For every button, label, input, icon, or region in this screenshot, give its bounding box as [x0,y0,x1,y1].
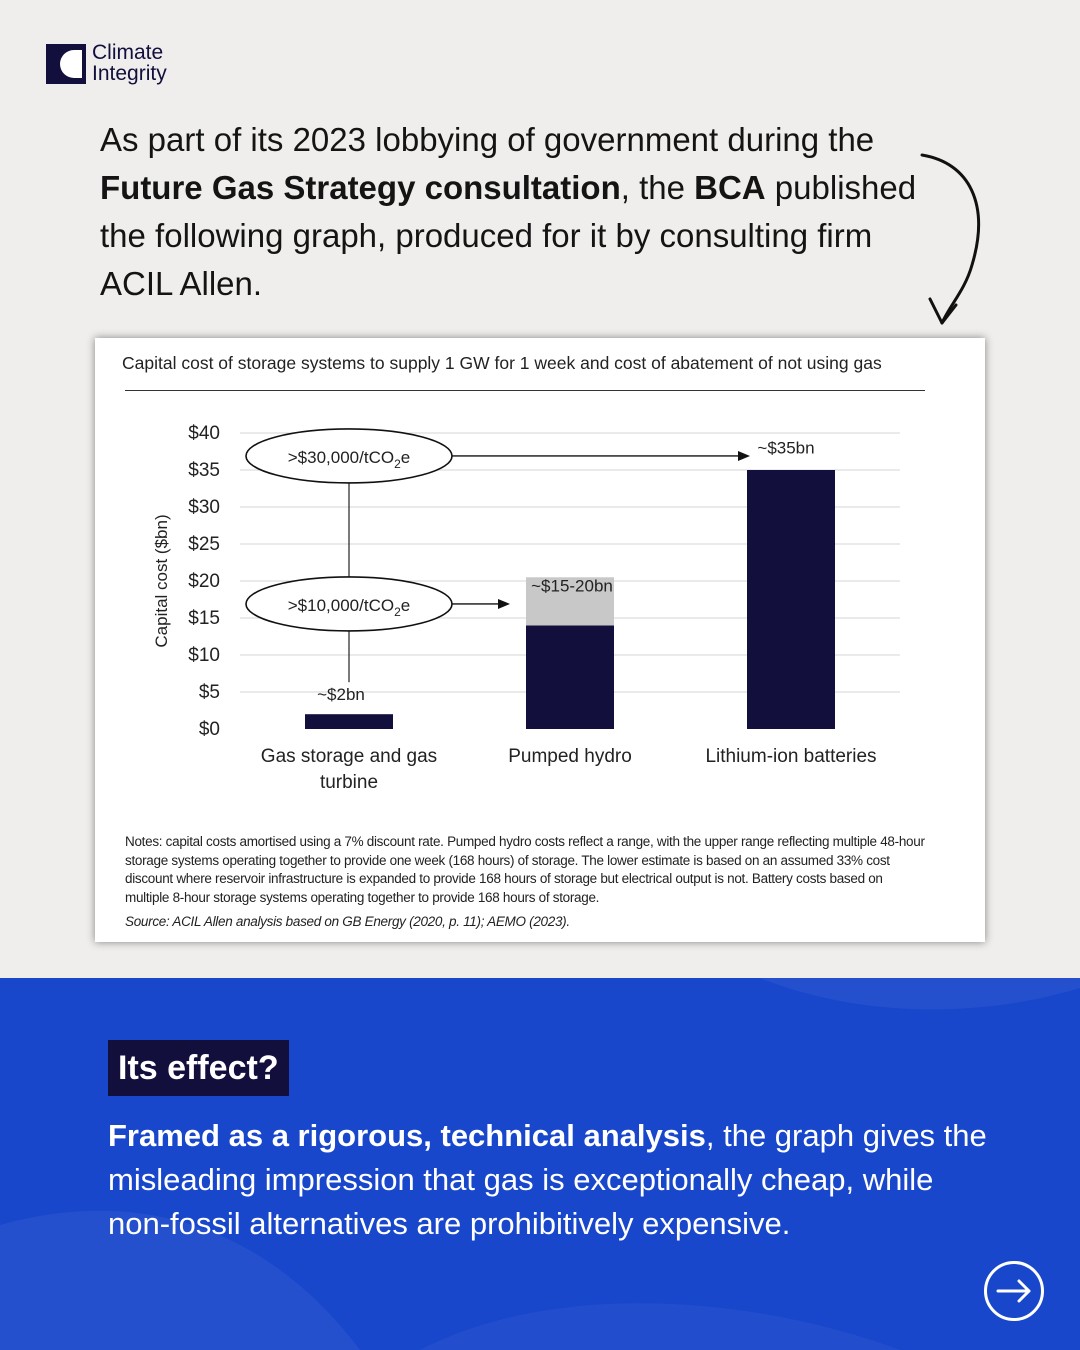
data-label: ~$35bn [757,438,815,458]
logo-mark-icon [46,44,86,84]
logo-text [92,42,167,84]
data-label: ~$15-20bn [531,576,613,596]
category-label: Pumped hydro [508,746,632,767]
bar [305,714,393,729]
y-tick-label: $0 [198,719,220,740]
intro-part-1: As part of its 2023 lobbying of government during the [100,121,875,158]
data-label: ~$2bn [317,685,365,705]
chart-title: Capital cost of storage systems to supply 1 GW for 1 week and cost of abatement of not using gas [122,353,882,373]
annotation-arrow-head [738,451,750,461]
annotation-arrow-head [498,599,510,609]
category-label: Lithium-ion batteries [705,746,877,767]
effect-text [108,1114,988,1246]
intro-text [100,116,920,308]
bottom-section [0,978,1080,1350]
logo-line-2: Integrity [92,62,167,85]
y-tick-label: $40 [188,423,220,444]
y-tick-label: $30 [188,497,220,518]
chart-source: Source: ACIL Allen analysis based on GB Energy (2020, p. 11); AEMO (2023). [125,914,570,929]
chart-card [95,338,985,942]
y-tick-label: $5 [198,682,220,703]
annotation-label: >$10,000/tCO$_2$e [287,595,411,619]
chart-notes: Notes: capital costs amortised using a 7% discount rate. Pumped hydro costs reflect a range, with the upper range reflecting multiple 48-hour storage systems operating together to provide one week (168 hours) of storage. The lower estimate is based on an assumed 33% cost discount where reservoir infrastructure is expanded to provide 168 hours of storage but electrical output is not. Battery costs based on multiple 8-hour storage systems operating together to provide 168 hours of storage. [125,834,925,905]
y-tick-label: $10 [188,645,220,666]
curved-arrow-icon [910,145,1000,330]
effect-bold: Framed as a rigorous, technical analysis [108,1118,706,1153]
climate-integrity-logo [46,42,196,88]
effect-heading: Its effect? [108,1040,289,1096]
y-axis-label: Capital cost ($bn) [152,514,171,648]
intro-bold-1: Future Gas Strategy consultation [100,169,621,206]
category-label: Gas storage and gas [260,746,438,767]
annotation-label: >$30,000/tCO$_2$e [287,447,411,471]
y-tick-label: $20 [188,571,220,592]
bar [526,625,614,729]
logo-line-1: Climate [92,41,164,64]
bar [747,470,835,729]
effect-rest: , the graph gives the misleading impression that gas is exceptionally cheap, while non-fossil alternatives are prohibitively expensive. [108,1118,987,1241]
arrow-right-icon [987,1264,1041,1318]
intro-bold-2: BCA [694,169,766,206]
y-tick-label: $25 [188,534,220,555]
bar-chart [95,338,985,828]
category-label: turbine [319,772,379,793]
y-tick-label: $35 [188,460,220,481]
intro-part-3: published the following graph, produced for it by consulting firm ACIL Allen. [100,169,917,302]
intro-part-2: , the [620,169,695,206]
next-button[interactable] [984,1261,1044,1321]
y-tick-label: $15 [188,608,220,629]
